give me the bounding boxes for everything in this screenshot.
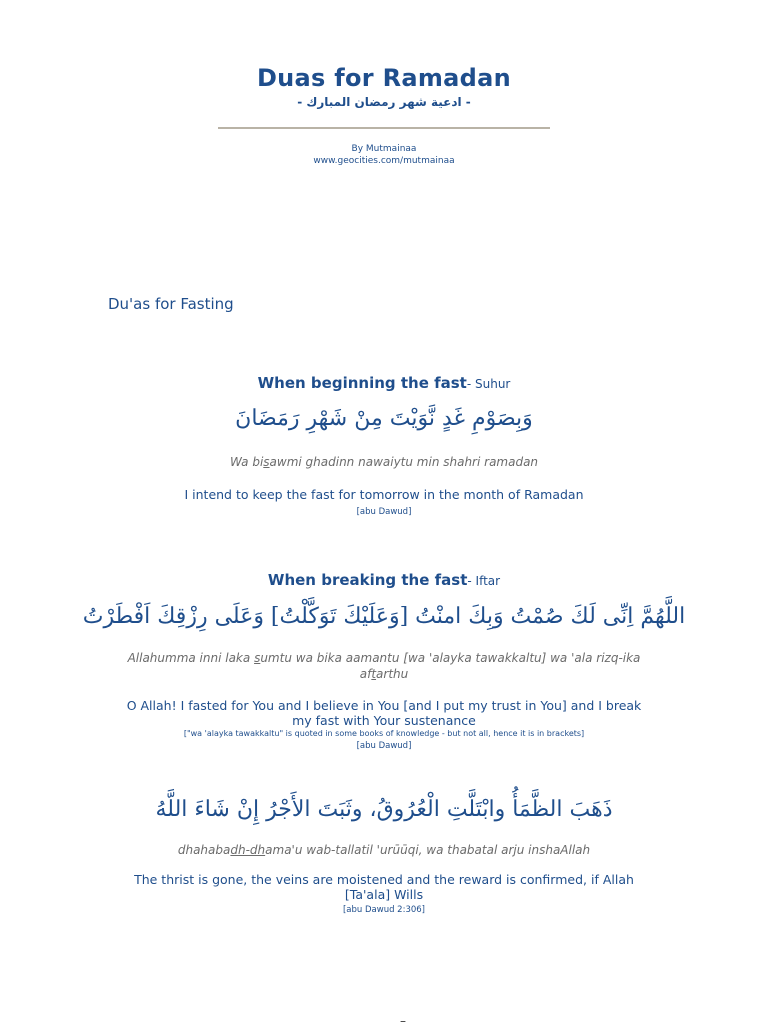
divider-rule	[218, 127, 550, 129]
translit-underlined: s	[254, 651, 261, 665]
translation-iftar: O Allah! I fasted for You and I believe in You [and I put my trust in You] and I break my fast with Your sustenance	[126, 698, 642, 728]
translit-underlined: t	[371, 667, 377, 681]
author-line: By Mutmainaa	[351, 144, 417, 154]
byline	[0, 143, 768, 167]
heading-first-letter: W	[257, 374, 275, 392]
translit-part: umtu wa bika aamantu [wa 'alayka tawakkaltu] wa 'ala rizq-ika af	[260, 651, 641, 681]
heading-text: hen breaking the fast	[284, 571, 468, 589]
reference-suhur: [abu Dawud]	[356, 507, 412, 517]
page-mark: –	[400, 1014, 406, 1028]
bracket-note: ["wa 'alayka tawakkaltu" is quoted in some books of knowledge - but not all, hence it is in brackets]	[183, 729, 585, 738]
translit-part: arthu	[376, 667, 409, 681]
transliteration-iftar	[118, 650, 650, 682]
dua-heading-suhur	[0, 374, 768, 392]
heading-tag: - Iftar	[467, 574, 501, 588]
translit-part: awmi ghadinn nawaiytu min shahri ramadan	[269, 455, 539, 469]
arabic-text-iftar: اللَّهُمَّ اِنِّى لَكَ صُمْتُ وَبِكَ امنْتُ [وَعَلَيْكَ تَوَكَّلْتُ] وَعَلَى رِزْقِكَ اَفْطَرْتُ	[82, 604, 686, 629]
reference-iftar: [abu Dawud]	[356, 741, 412, 751]
translation-thirst: The thrist is gone, the veins are moistened and the reward is confirmed, if Allah [Ta'ala] Wills	[134, 872, 634, 902]
translit-part: Wa bi	[229, 455, 264, 469]
translit-underlined: dh-dh	[230, 843, 266, 857]
heading-first-letter: W	[267, 571, 285, 589]
reference-thirst: [abu Dawud 2:306]	[342, 905, 425, 915]
heading-tag: - Suhur	[466, 377, 511, 391]
document-title: Duas for Ramadan	[256, 64, 512, 92]
transliteration-suhur	[0, 454, 768, 470]
arabic-subtitle: - ادعية شهر رمضان المبارك -	[297, 95, 471, 109]
arabic-text-thirst: ذَهَبَ الظَّمَأُ وابْتَلَّتِ الْعُرُوقُ، وثَبَتَ الأَجْرُ إِنْ شَاءَ اللَّهُ	[155, 797, 613, 822]
translation-suhur: I intend to keep the fast for tomorrow in the month of Ramadan	[184, 487, 584, 502]
website-line: www.geocities.com/mutmainaa	[313, 156, 455, 166]
translit-part: ama'u wab-tallatil 'urūūqi, wa thabatal arju inshaAllah	[265, 843, 591, 857]
dua-heading-iftar	[0, 571, 768, 589]
arabic-text-suhur: وَبِصَوْمِ غَدٍ نَّوَيْتَ مِنْ شَهْرِ رَمَضَانَ	[235, 406, 533, 431]
translit-part: Allahumma inni laka	[127, 651, 255, 665]
translit-underlined: s	[263, 455, 270, 469]
translit-part: dhahaba	[177, 843, 231, 857]
section-heading: Du'as for Fasting	[108, 295, 234, 313]
transliteration-thirst	[0, 842, 768, 858]
heading-text: hen beginning the fast	[274, 374, 467, 392]
